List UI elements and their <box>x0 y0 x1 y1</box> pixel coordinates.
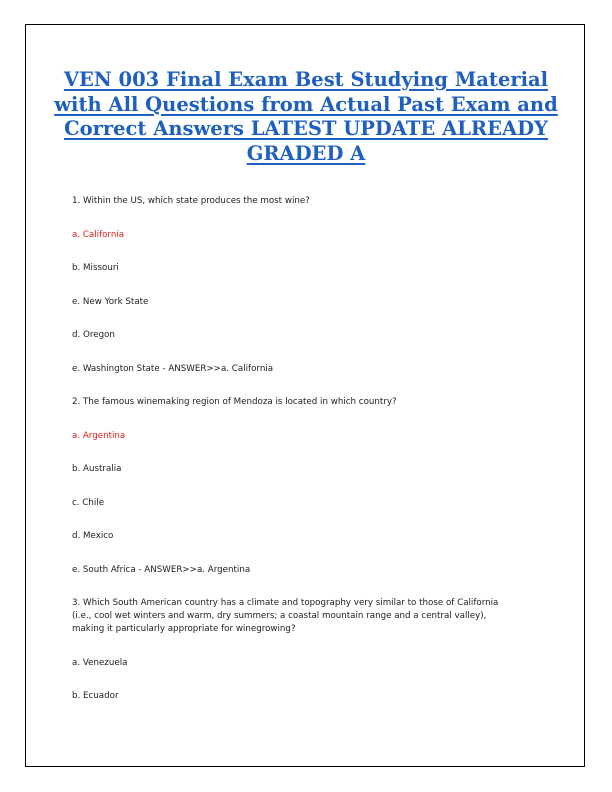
question-1: 1. Within the US, which state produces the most wine? <box>72 196 310 206</box>
q1-option-d: d. Oregon <box>72 330 115 340</box>
question-3-line-1: 3. Which South American country has a climate and topography very similar to those of California <box>72 598 499 608</box>
q2-option-c: c. Chile <box>72 497 105 508</box>
document-body <box>72 195 542 724</box>
q3-option-a: a. Venezuela <box>72 657 128 668</box>
q2-option-e-with-answer: e. South Africa - ANSWER>>a. Argentina <box>72 564 251 575</box>
question-3 <box>72 597 542 636</box>
document-title: VEN 003 Final Exam Best Studying Material with All Questions from Actual Past Exam and Correct Answers LATEST UPDATE ALREADY GRADED A <box>54 68 558 165</box>
q1-option-c: e. New York State <box>72 296 149 307</box>
q1-option-a-highlighted: a. California <box>72 229 125 240</box>
q2-option-d: d. Mexico <box>72 531 114 541</box>
q2-option-b: b. Australia <box>72 464 122 474</box>
question-3-line-2: (i.e., cool wet winters and warm, dry summers; a coastal mountain range and a central valley), <box>72 611 487 621</box>
q1-option-e-with-answer: e. Washington State - ANSWER>>a. California <box>72 363 274 374</box>
q1-option-b: b. Missouri <box>72 263 119 273</box>
question-2: 2. The famous winemaking region of Mendoza is located in which country? <box>72 397 397 407</box>
question-3-line-3: making it particularly appropriate for winegrowing? <box>72 624 296 634</box>
q2-option-a-highlighted: a. Argentina <box>72 430 126 441</box>
q3-option-b: b. Ecuador <box>72 691 119 701</box>
